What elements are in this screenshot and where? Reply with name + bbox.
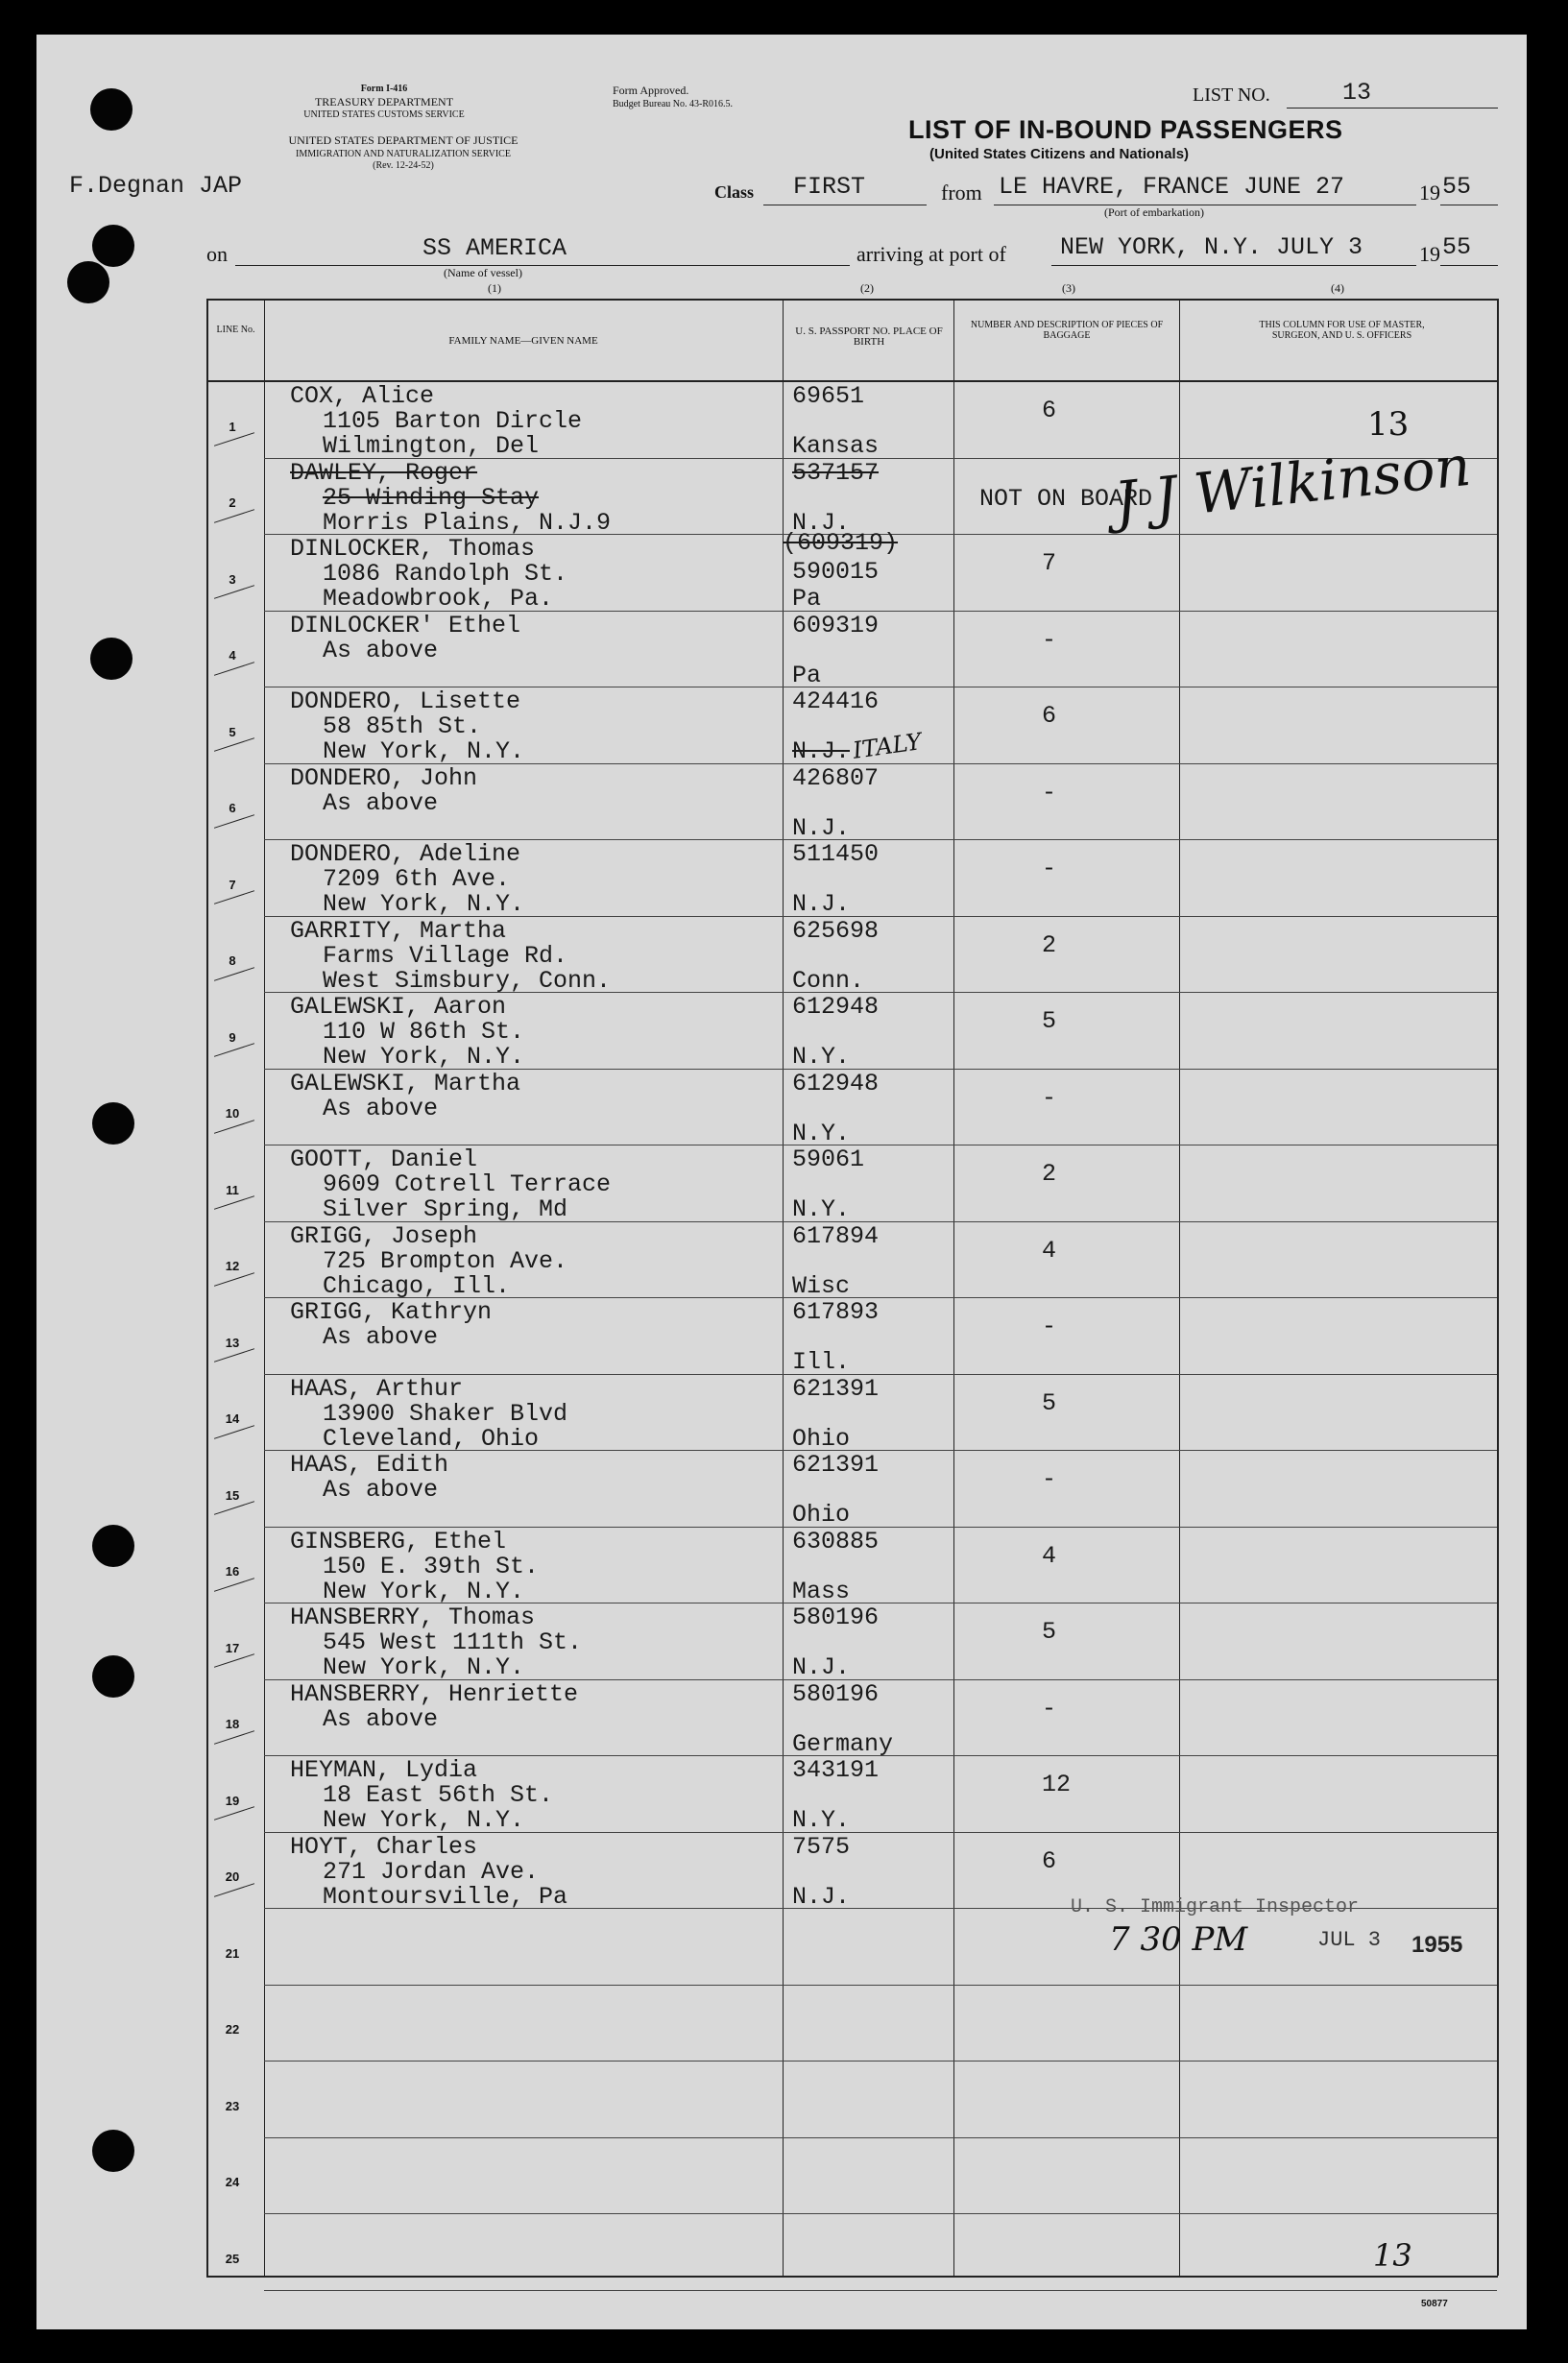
passenger-name: GRIGG, Joseph xyxy=(290,1221,478,1250)
passenger-name: GALEWSKI, Aaron xyxy=(290,993,507,1021)
passport-number: 7575 xyxy=(792,1832,851,1861)
arriving-underline xyxy=(1051,265,1416,266)
from-year: 55 xyxy=(1442,173,1472,201)
passenger-address-1: 1086 Randolph St. xyxy=(323,560,568,588)
col-num-3: (3) xyxy=(1062,281,1075,295)
table-top xyxy=(206,299,1498,301)
passenger-address-1: 725 Brompton Ave. xyxy=(323,1246,568,1275)
footer-code: 50877 xyxy=(1421,2299,1448,2309)
place-of-birth: N.Y. xyxy=(792,1043,851,1071)
line-number: 9 xyxy=(229,1029,236,1045)
vessel-name: SS AMERICA xyxy=(422,234,567,262)
class-value: FIRST xyxy=(793,173,866,201)
passenger-name: GINSBERG, Ethel xyxy=(290,1527,507,1555)
passenger-address-1: 18 East 56th St. xyxy=(323,1781,554,1809)
line-number: 24 xyxy=(225,2175,240,2189)
passport-number: 580196 xyxy=(792,1603,880,1631)
passenger-name: DONDERO, Lisette xyxy=(290,687,521,715)
passenger-name: DINLOCKER' Ethel xyxy=(290,611,521,639)
justice-dept: UNITED STATES DEPARTMENT OF JUSTICE xyxy=(288,133,519,147)
col-divider-3 xyxy=(953,299,954,2276)
passport-number: 617893 xyxy=(792,1298,880,1326)
baggage-count: 2 xyxy=(1042,930,1057,959)
baggage-count: - xyxy=(1042,855,1057,882)
baggage-count: 4 xyxy=(1042,1236,1057,1265)
baggage-count: - xyxy=(1042,625,1057,654)
passenger-name: HEYMAN, Lydia xyxy=(290,1756,478,1784)
passport-number: 511450 xyxy=(792,840,880,868)
passenger-address-1: As above xyxy=(323,1704,439,1733)
table-right xyxy=(1497,299,1499,2276)
passport-number: 612948 xyxy=(792,1069,880,1097)
passenger-name: COX, Alice xyxy=(290,382,435,410)
line-number: 25 xyxy=(225,2251,240,2266)
passenger-address-2: New York, N.Y. xyxy=(323,1043,525,1071)
line-number: 1 xyxy=(229,419,236,434)
line-number: 10 xyxy=(225,1106,240,1121)
place-of-birth: N.J. xyxy=(792,508,851,537)
col-divider-1 xyxy=(264,299,265,2276)
passenger-address-2: New York, N.Y. xyxy=(323,1653,525,1681)
baggage-count: 4 xyxy=(1042,1541,1057,1570)
page-title: LIST OF IN-BOUND PASSENGERS xyxy=(908,115,1343,144)
place-of-birth: Pa xyxy=(792,661,822,689)
on-label: on xyxy=(206,242,228,266)
from-label: from xyxy=(941,181,982,205)
place-of-birth: Conn. xyxy=(792,966,865,995)
passenger-name: HANSBERRY, Henriette xyxy=(290,1679,579,1708)
line-number: 8 xyxy=(229,953,236,968)
place-of-birth: N.Y. xyxy=(792,1195,851,1223)
place-of-birth-correction: ITALY xyxy=(851,728,924,764)
passenger-address-1: As above xyxy=(323,1094,439,1122)
line-number: 18 xyxy=(225,1717,240,1731)
row-separator xyxy=(264,2137,1497,2138)
place-of-birth: Mass xyxy=(792,1577,851,1605)
revision: (Rev. 12-24-52) xyxy=(373,160,434,171)
passport-number: 617894 xyxy=(792,1221,880,1250)
arriving-year-prefix: 19 xyxy=(1419,242,1440,266)
line-number: 4 xyxy=(229,648,236,663)
vessel-label: (Name of vessel) xyxy=(444,266,522,279)
passenger-address-2: New York, N.Y. xyxy=(323,737,525,765)
line-number: 6 xyxy=(229,801,236,815)
passenger-address-1: As above xyxy=(323,636,439,664)
place-of-birth: Pa xyxy=(792,585,822,613)
header-passport: U. S. PASSPORT NO. PLACE OF BIRTH xyxy=(795,326,943,348)
passenger-address-1: 110 W 86th St. xyxy=(323,1018,525,1046)
port-embark-label: (Port of embarkation) xyxy=(1104,205,1204,219)
bottom-note: 13 xyxy=(1373,2237,1412,2274)
place-of-birth: N.Y. xyxy=(792,1806,851,1834)
line-number: 3 xyxy=(229,571,236,587)
line-number: 15 xyxy=(225,1487,240,1503)
from-year-prefix: 19 xyxy=(1419,181,1440,205)
signature: J J Wilkinson xyxy=(1111,432,1474,536)
place-of-birth: N.J. xyxy=(792,890,851,918)
baggage-count: 5 xyxy=(1042,1618,1057,1646)
passenger-address-1: 13900 Shaker Blvd xyxy=(323,1399,568,1428)
baggage-count: - xyxy=(1042,1313,1057,1340)
place-of-birth: N.J. xyxy=(792,1882,851,1911)
place-of-birth: Ohio xyxy=(792,1424,851,1453)
place-of-birth: Germany xyxy=(792,1729,894,1758)
line-number: 20 xyxy=(225,1869,240,1884)
passenger-name: GALEWSKI, Martha xyxy=(290,1069,521,1097)
punch-hole xyxy=(90,638,133,680)
passenger-address-1: As above xyxy=(323,788,439,817)
line-number: 2 xyxy=(229,495,236,510)
passenger-name: HAAS, Arthur xyxy=(290,1374,464,1403)
passport-number: 625698 xyxy=(792,916,880,945)
header-line-no: LINE No. xyxy=(216,325,255,335)
passport-number: 343191 xyxy=(792,1756,880,1784)
form-number: Form I-416 xyxy=(360,84,408,94)
punch-hole xyxy=(92,2130,134,2172)
col-divider-2 xyxy=(783,299,784,2276)
passenger-address-1: 25 Winding Stay xyxy=(323,483,540,512)
row-separator xyxy=(264,2061,1497,2062)
budget-bureau: Budget Bureau No. 43-R016.5. xyxy=(613,99,733,109)
place-of-birth: N.J. xyxy=(792,813,851,842)
passport-number: 621391 xyxy=(792,1374,880,1403)
passport-number: 424416 xyxy=(792,687,880,715)
baggage-count: 7 xyxy=(1042,549,1057,577)
line-number: 23 xyxy=(225,2098,240,2113)
page-subtitle: (United States Citizens and Nationals) xyxy=(929,146,1190,162)
passenger-address-2: Montoursville, Pa xyxy=(323,1882,568,1911)
baggage-count: - xyxy=(1042,1083,1057,1112)
row-separator xyxy=(264,2213,1497,2214)
line-number: 7 xyxy=(229,877,236,892)
baggage-count: - xyxy=(1042,1465,1057,1493)
passport-number: 580196 xyxy=(792,1679,880,1708)
passport-number: 537157 xyxy=(792,458,880,487)
arriving-year: 55 xyxy=(1442,233,1472,261)
baggage-count: - xyxy=(1042,778,1057,807)
passport-number: 590015 xyxy=(792,558,880,586)
punch-hole xyxy=(90,88,133,131)
passenger-address-1: 58 85th St. xyxy=(323,712,482,740)
punch-hole xyxy=(92,225,134,267)
passenger-name: DONDERO, John xyxy=(290,763,478,792)
place-of-birth: Ill. xyxy=(792,1348,851,1376)
baggage-count: 2 xyxy=(1042,1160,1057,1188)
form-approved: Form Approved. xyxy=(613,84,689,97)
baggage-count: - xyxy=(1042,1694,1057,1723)
col-num-1: (1) xyxy=(488,281,501,295)
baggage-count: 5 xyxy=(1042,1007,1057,1035)
passenger-address-1: 9609 Cotrell Terrace xyxy=(323,1170,612,1198)
arriving-year-underline xyxy=(1440,265,1498,266)
punch-hole xyxy=(92,1525,134,1567)
passenger-name: HOYT, Charles xyxy=(290,1832,478,1861)
passenger-address-1: 271 Jordan Ave. xyxy=(323,1857,540,1886)
passenger-address-1: 150 E. 39th St. xyxy=(323,1552,540,1580)
passenger-address-2: Silver Spring, Md xyxy=(323,1195,568,1223)
baggage-count: 6 xyxy=(1042,702,1057,730)
inspector-note: F.Degnan JAP xyxy=(69,172,243,200)
line-number: 17 xyxy=(225,1640,240,1655)
place-of-birth: N.J. xyxy=(792,1653,851,1681)
passport-number: 59061 xyxy=(792,1145,865,1173)
stamp-date: JUL 3 xyxy=(1317,1928,1382,1952)
punch-hole xyxy=(92,1655,134,1698)
stamp-time: 7 30 PM xyxy=(1109,1920,1248,1959)
baggage-count: 6 xyxy=(1042,1846,1057,1875)
passenger-name: DINLOCKER, Thomas xyxy=(290,535,536,563)
line-number: 13 xyxy=(225,1335,240,1350)
passenger-address-2: New York, N.Y. xyxy=(323,1577,525,1605)
baggage-count: 12 xyxy=(1042,1771,1072,1798)
passenger-address-1: 7209 6th Ave. xyxy=(323,865,511,893)
passenger-name: HANSBERRY, Thomas xyxy=(290,1603,536,1631)
col-num-4: (4) xyxy=(1331,281,1344,295)
class-label: Class xyxy=(714,182,755,202)
line-number: 22 xyxy=(225,2022,240,2037)
passport-number: 612948 xyxy=(792,993,880,1021)
arriving-value: NEW YORK, N.Y. JULY 3 xyxy=(1060,233,1363,261)
customs-service: UNITED STATES CUSTOMS SERVICE xyxy=(303,109,465,120)
place-of-birth: Wisc xyxy=(792,1271,851,1300)
row-separator xyxy=(264,1985,1497,1986)
passenger-address-2: Cleveland, Ohio xyxy=(323,1424,540,1453)
passenger-address-2: New York, N.Y. xyxy=(323,890,525,918)
passenger-address-1: As above xyxy=(323,1323,439,1351)
passenger-name: GOOTT, Daniel xyxy=(290,1145,478,1173)
col-divider-4 xyxy=(1179,299,1180,2276)
punch-hole xyxy=(92,1102,134,1145)
passenger-name: DONDERO, Adeline xyxy=(290,840,521,868)
passenger-address-1: As above xyxy=(323,1476,439,1504)
punch-hole xyxy=(67,261,109,303)
passenger-name: HAAS, Edith xyxy=(290,1451,449,1479)
line-number: 19 xyxy=(225,1793,240,1808)
baggage-count: 6 xyxy=(1042,397,1057,424)
header-name: FAMILY NAME—GIVEN NAME xyxy=(448,335,598,347)
from-value: LE HAVRE, FRANCE JUNE 27 xyxy=(999,173,1345,201)
passenger-name: GRIGG, Kathryn xyxy=(290,1298,493,1326)
header-baggage: NUMBER AND DESCRIPTION OF PIECES OF BAGGAGE xyxy=(970,320,1164,341)
place-of-birth: Kansas xyxy=(792,432,880,460)
passport-number: 630885 xyxy=(792,1527,880,1555)
passenger-address-1: 545 West 111th St. xyxy=(323,1628,583,1656)
place-of-birth: Ohio xyxy=(792,1501,851,1529)
baggage-count: NOT ON BOARD xyxy=(979,484,1153,513)
line-number: 11 xyxy=(226,1182,239,1197)
row-separator xyxy=(264,2290,1497,2291)
passport-number: 621391 xyxy=(792,1451,880,1479)
passenger-address-2: Wilmington, Del xyxy=(323,432,540,460)
stamp-year: 1955 xyxy=(1411,1932,1463,1958)
passenger-address-2: Chicago, Ill. xyxy=(323,1271,511,1300)
place-of-birth: N.J. xyxy=(792,737,851,765)
passenger-name: GARRITY, Martha xyxy=(290,916,507,945)
header-officers: THIS COLUMN FOR USE OF MASTER, SURGEON, AND U. S. OFFICERS xyxy=(1259,320,1425,341)
line-number: 16 xyxy=(225,1564,240,1579)
line-number: 5 xyxy=(229,724,236,739)
vessel-underline xyxy=(235,265,850,266)
table-left xyxy=(206,299,208,2276)
table-bottom xyxy=(206,2276,1498,2278)
col-num-2: (2) xyxy=(860,281,874,295)
passenger-address-2: West Simsbury, Conn. xyxy=(323,966,612,995)
passport-number: 69651 xyxy=(792,382,865,410)
arriving-label: arriving at port of xyxy=(856,242,1006,266)
passenger-address-1: 1105 Barton Dircle xyxy=(323,407,583,435)
col4-number: 13 xyxy=(1367,405,1410,444)
passport-number: 426807 xyxy=(792,763,880,792)
list-no-value: 13 xyxy=(1342,79,1372,107)
list-no-label: LIST NO. xyxy=(1193,84,1270,106)
passenger-address-2: Morris Plains, N.J.9 xyxy=(323,508,612,537)
line-number: 21 xyxy=(225,1945,240,1961)
passenger-address-2: New York, N.Y. xyxy=(323,1806,525,1834)
passport-number: 609319 xyxy=(792,611,880,639)
list-no-underline xyxy=(1287,108,1498,109)
baggage-count: 5 xyxy=(1042,1388,1057,1417)
passenger-address-1: Farms Village Rd. xyxy=(323,941,568,970)
passenger-address-2: Meadowbrook, Pa. xyxy=(323,585,554,613)
treasury-dept: TREASURY DEPARTMENT xyxy=(314,95,454,109)
passport-number-old: (609319) xyxy=(783,529,899,557)
passenger-name: DAWLEY, Roger xyxy=(290,458,478,487)
stamp-title: U. S. Immigrant Inspector xyxy=(1071,1896,1360,1918)
line-number: 12 xyxy=(225,1259,240,1273)
place-of-birth: N.Y. xyxy=(792,1119,851,1147)
line-number: 14 xyxy=(225,1411,240,1426)
ins-service: IMMIGRATION AND NATURALIZATION SERVICE xyxy=(296,149,511,159)
